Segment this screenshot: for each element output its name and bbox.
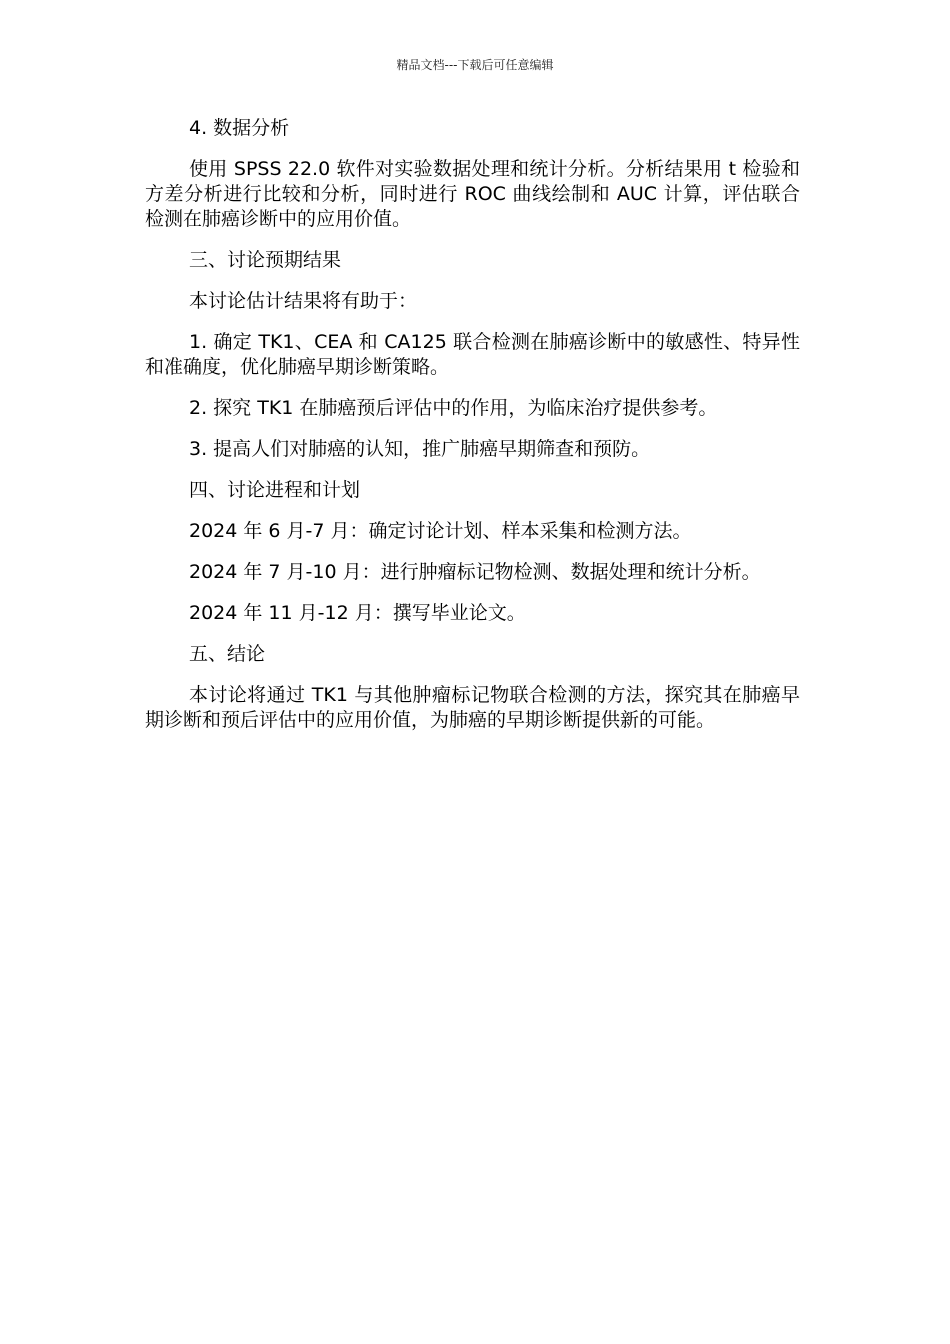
- section-heading-conclusion: 五、结论: [189, 643, 266, 665]
- list-item-expected-2: 2. 探究 TK1 在肺癌预后评估中的作用，为临床治疗提供参考。: [189, 397, 718, 419]
- schedule-item-3: 2024 年 11 月-12 月：撰写毕业论文。: [189, 602, 526, 624]
- schedule-item-1: 2024 年 6 月-7 月：确定讨论计划、样本采集和检测方法。: [189, 520, 692, 542]
- section-heading-data-analysis: 4. 数据分析: [189, 117, 290, 139]
- paragraph-data-analysis: 使用 SPSS 22.0 软件对实验数据处理和统计分析。分析结果用 t 检验和方差分析进行比较和分析，同时进行 ROC 曲线绘制和 AUC 计算，评估联合检测在肺癌诊断中的应用价值。: [145, 158, 800, 230]
- list-item-expected-3: 3. 提高人们对肺癌的认知，推广肺癌早期筛查和预防。: [189, 438, 651, 460]
- section-heading-schedule: 四、讨论进程和计划: [189, 479, 361, 501]
- paragraph-expected-intro: 本讨论估计结果将有助于：: [189, 290, 418, 312]
- document-body: [145, 116, 800, 749]
- schedule-item-2: 2024 年 7 月-10 月：进行肿瘤标记物检测、数据处理和统计分析。: [189, 561, 761, 583]
- page-header: 精品文档---下载后可任意编辑: [396, 58, 554, 72]
- list-item-expected-1: 1. 确定 TK1、CEA 和 CA125 联合检测在肺癌诊断中的敏感性、特异性和准确度，优化肺癌早期诊断策略。: [145, 331, 800, 378]
- paragraph-conclusion: 本讨论将通过 TK1 与其他肿瘤标记物联合检测的方法，探究其在肺癌早期诊断和预后评估中的应用价值，为肺癌的早期诊断提供新的可能。: [145, 684, 800, 731]
- section-heading-expected-results: 三、讨论预期结果: [189, 249, 342, 271]
